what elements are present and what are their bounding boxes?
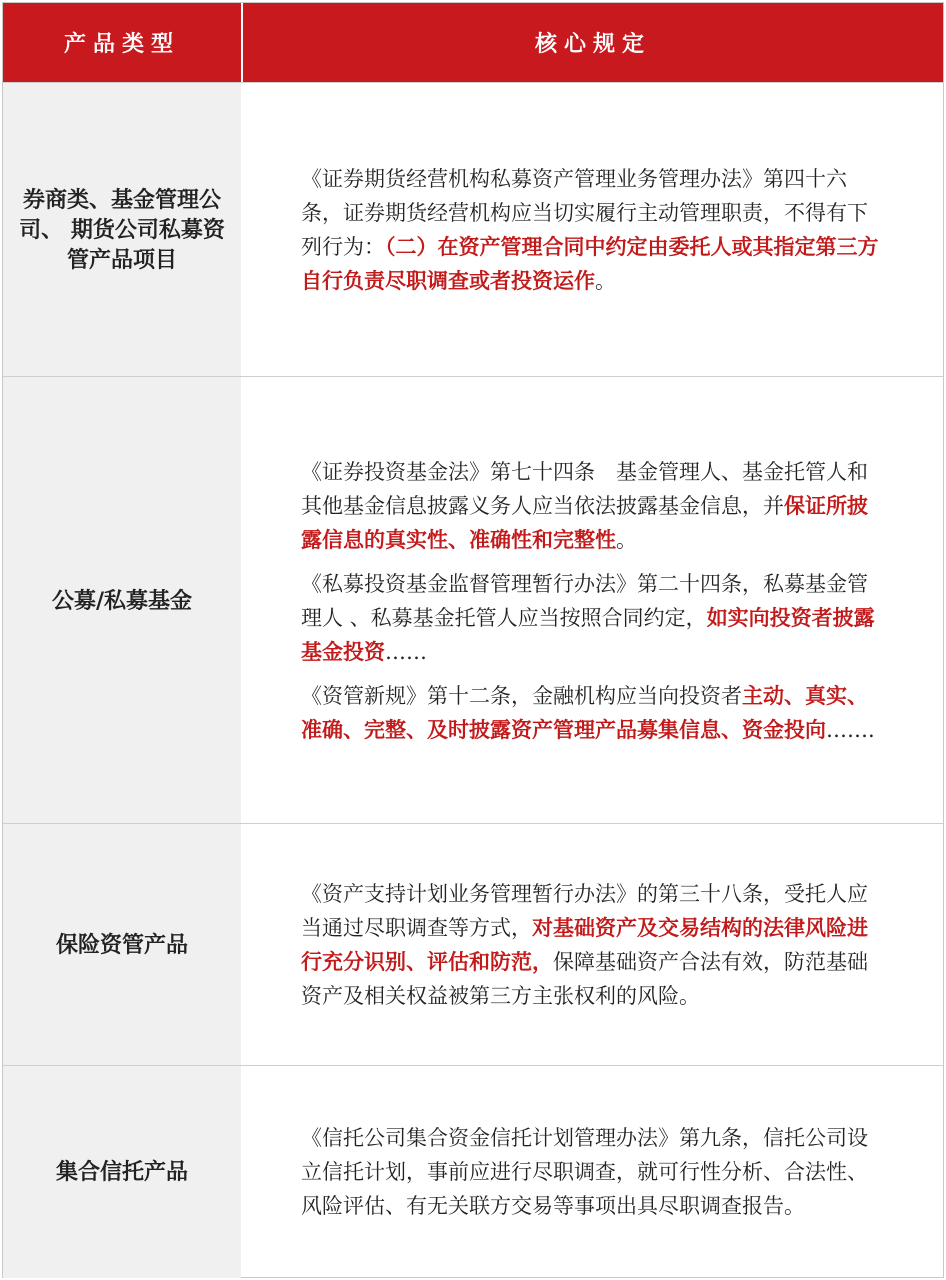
rule-highlight: 主动、真实、准确、完整、及时披露资产管理产品募集信息、资金投向 [301, 682, 868, 742]
rule-highlight: 对基础资产及交易结构的法律风险进行充分识别、评估和防范， [301, 915, 868, 974]
rule-tail: 保障基础资产合法有效，防范基础资产及相关权益被第三方主张权利的风险。 [301, 950, 868, 1008]
row-category: 集合信托产品 [3, 1066, 241, 1278]
rule-text: 《私募投资基金监督管理暂行办法》第二十四条，私募基金管理人 、私募基金托管人应当按照合同约定， [301, 571, 868, 630]
rule-highlight: （二）在资产管理合同中约定由委托人或其指定第三方自行负责尽职调查或者投资运作 [301, 234, 879, 293]
rule-text: 《证券期货经营机构私募资产管理业务管理办法》第四十六条，证券期货经营机构应当切实履行主动管理职责，不得有下列行为： [301, 167, 868, 259]
regulation-table [2, 2, 944, 1278]
rule-tail: 。 [595, 269, 616, 293]
rule-text: 《资管新规》第十二条，金融机构应当向投资者 [301, 683, 742, 708]
rule-paragraph [301, 1121, 881, 1223]
rule-text: 《资产支持计划业务管理暂行办法》的第三十八条，受托人应当通过尽职调查等方式， [301, 882, 868, 940]
rule-text: 《证券投资基金法》第七十四条 基金管理人、基金托管人和其他基金信息披露义务人应当依法披露基金信息，并 [301, 459, 868, 518]
row-content [301, 83, 881, 377]
table-row [3, 376, 943, 824]
rule-paragraph [301, 162, 881, 298]
rule-tail: …… [385, 639, 427, 664]
row-category: 券商类、基金管理公司、 期货公司私募资管产品项目 [3, 83, 241, 377]
table-row [3, 1065, 943, 1278]
rule-highlight: 如实向投资者披露基金投资 [301, 604, 875, 664]
rule-text: 《信托公司集合资金信托计划管理办法》第九条，信托公司设立信托计划，事前应进行尽职调查，就可行性分析、合法性、风险评估、有无关联方交易等事项出具尽职调查报告。 [301, 1126, 868, 1218]
rule-tail: ……. [826, 717, 875, 742]
row-content [301, 1066, 881, 1278]
header-product-type: 产品类型 [3, 3, 241, 82]
row-content [301, 824, 881, 1066]
rule-paragraph [301, 455, 881, 557]
table-row [3, 823, 943, 1066]
rule-tail: 。 [616, 527, 637, 552]
row-content [301, 377, 881, 824]
rule-highlight: 保证所披露信息的真实性、准确性和完整性 [301, 492, 868, 552]
row-category: 保险资管产品 [3, 824, 241, 1066]
rule-paragraph [301, 567, 881, 669]
row-category: 公募/私募基金 [3, 377, 241, 824]
header-core-rules: 核心规定 [243, 3, 943, 82]
rule-paragraph [301, 877, 881, 1013]
table-row [3, 82, 943, 377]
rule-paragraph [301, 679, 881, 747]
